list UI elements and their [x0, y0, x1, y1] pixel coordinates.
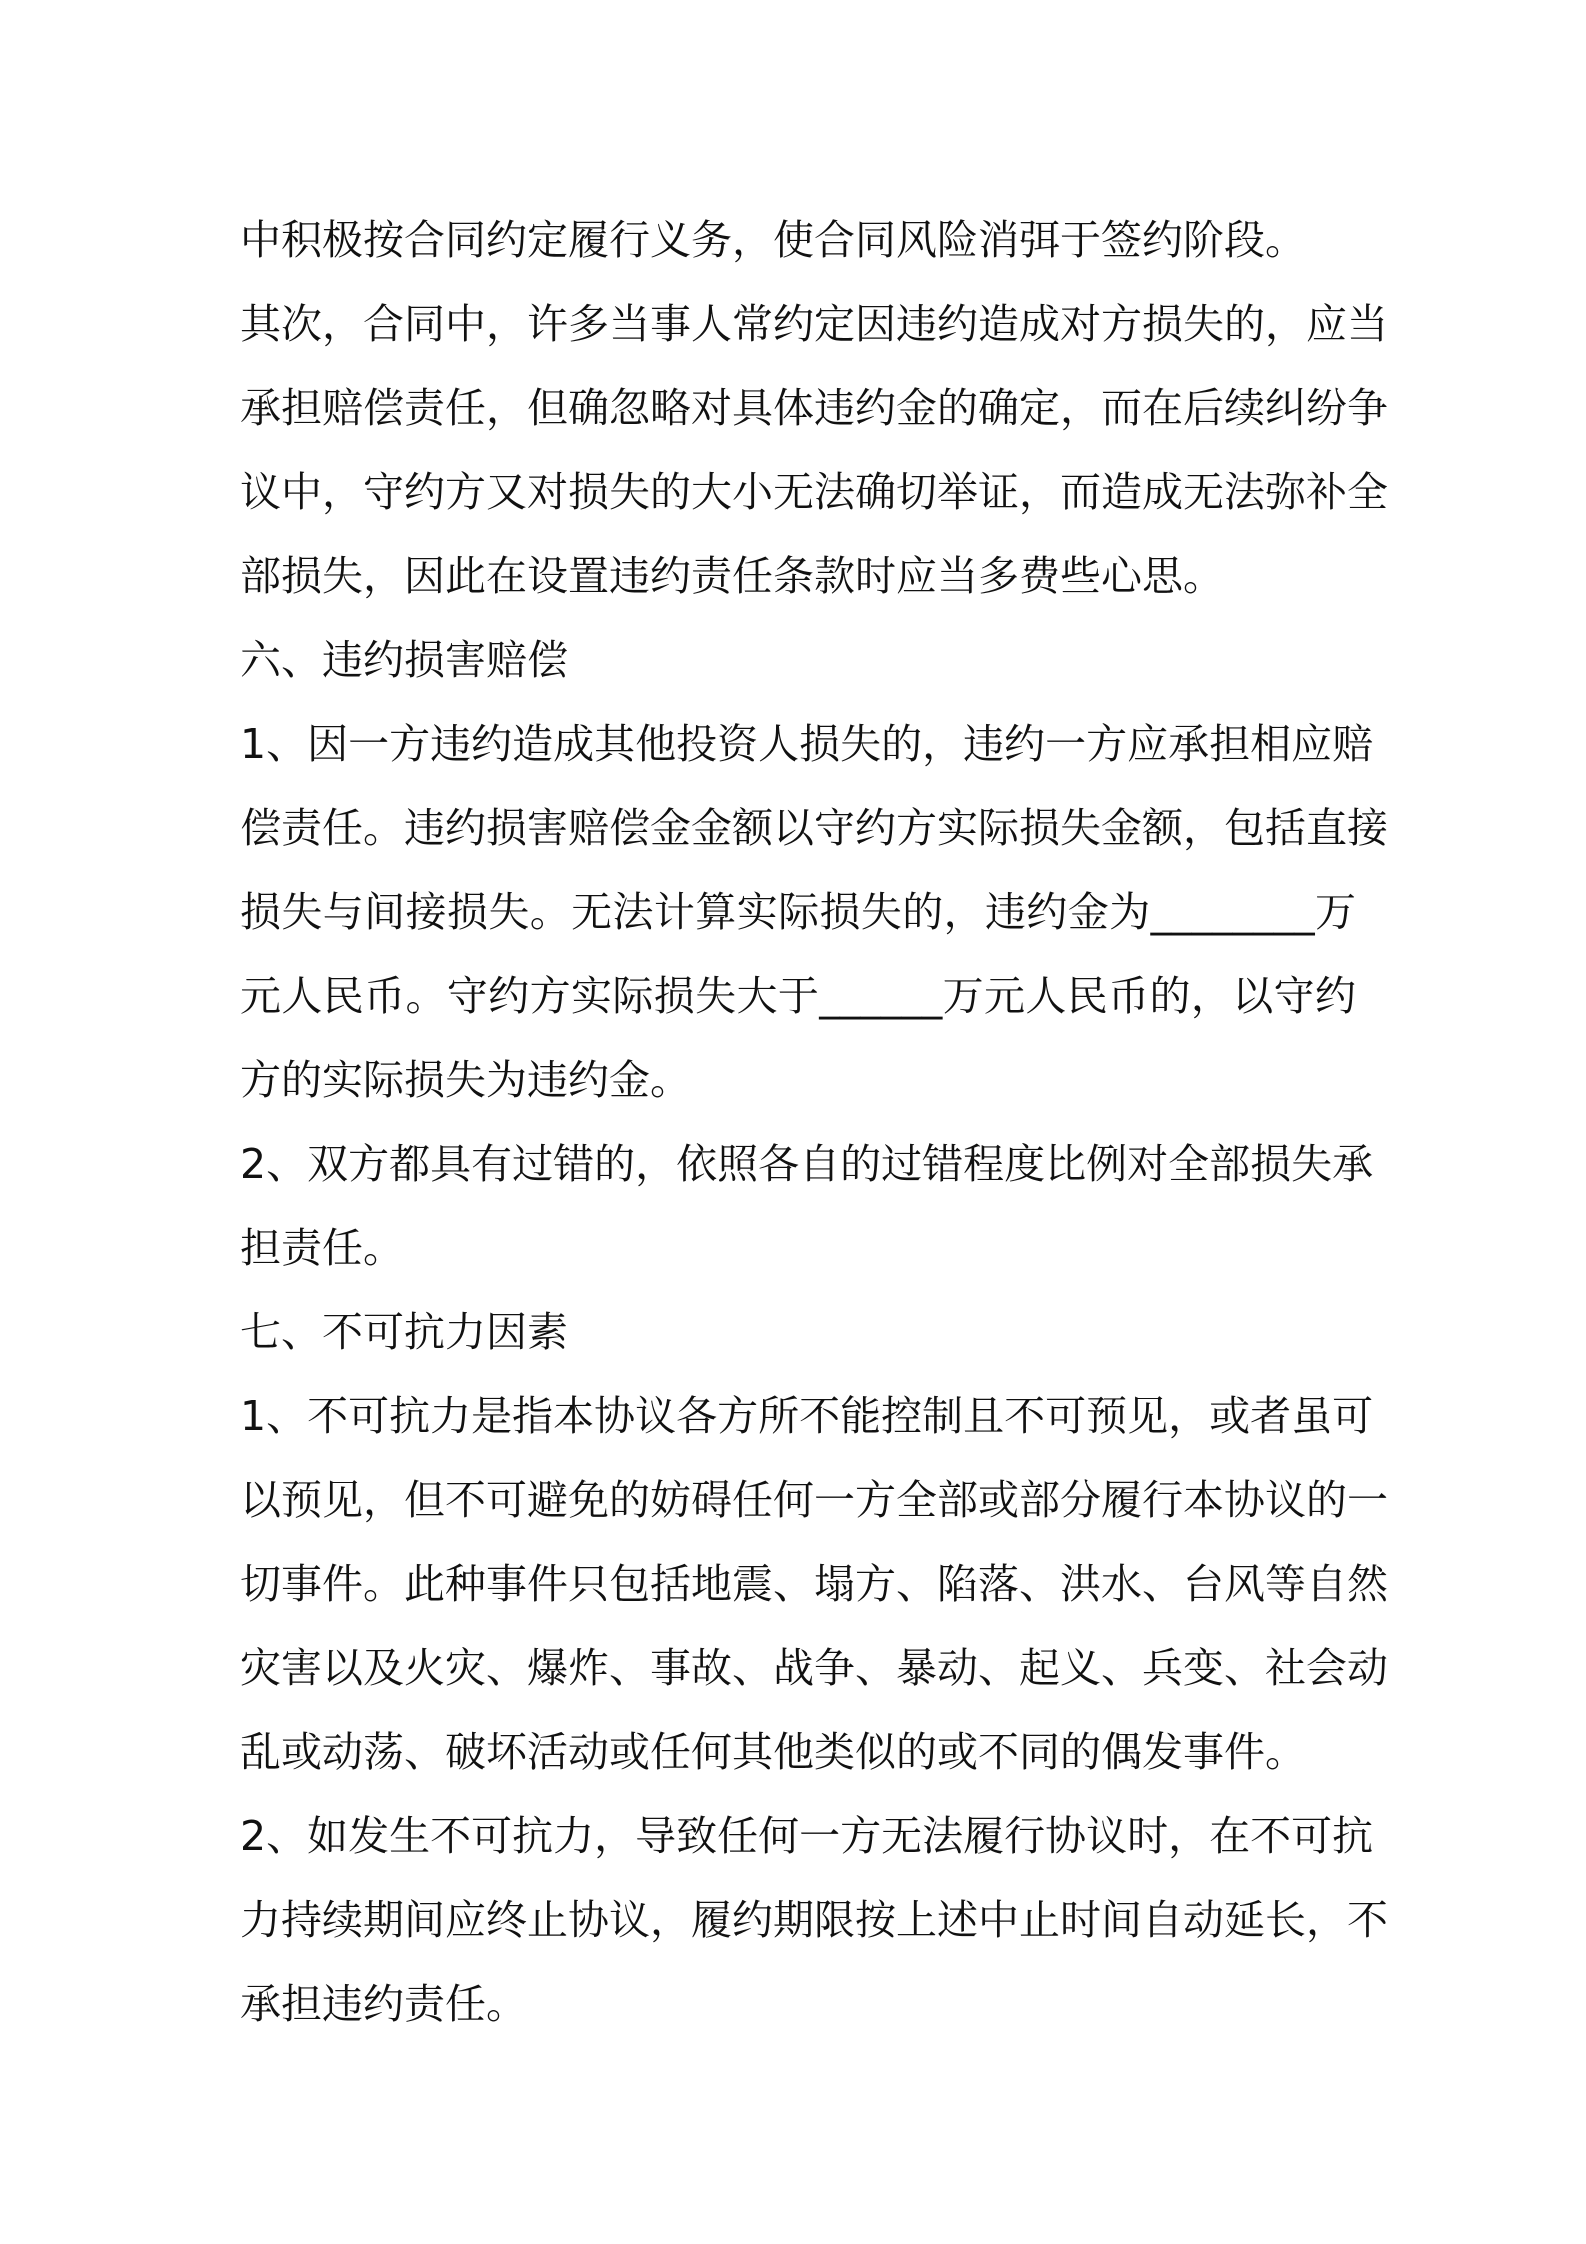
text-line: 以预见，但不可避免的妨碍任何一方全部或部分履行本协议的一 — [240, 1476, 1388, 1524]
text-line: 元人民币。守约方实际损失大于______万元人民币的，以守约 — [240, 972, 1356, 1020]
text-line: 力持续期间应终止协议，履约期限按上述中止时间自动延长，不 — [240, 1896, 1388, 1944]
text-line: 偿责任。违约损害赔偿金金额以守约方实际损失金额，包括直接 — [240, 804, 1388, 852]
text-line: 方的实际损失为违约金。 — [240, 1056, 691, 1104]
text-line: 担责任。 — [240, 1224, 404, 1272]
text-line: 乱或动荡、破坏活动或任何其他类似的或不同的偶发事件。 — [240, 1728, 1306, 1776]
section-heading: 六、违约损害赔偿 — [240, 636, 568, 684]
text-line: 议中，守约方又对损失的大小无法确切举证，而造成无法弥补全 — [240, 468, 1388, 516]
text-line: 承担违约责任。 — [240, 1980, 527, 2028]
text-line: 部损失，因此在设置违约责任条款时应当多费些心思。 — [240, 552, 1224, 600]
text-line: 承担赔偿责任，但确忽略对具体违约金的确定，而在后续纠纷争 — [240, 384, 1388, 432]
text-line: 切事件。此种事件只包括地震、塌方、陷落、洪水、台风等自然 — [240, 1560, 1388, 1608]
section-heading: 七、不可抗力因素 — [240, 1308, 568, 1356]
text-line: 损失与间接损失。无法计算实际损失的，违约金为________万 — [240, 888, 1356, 936]
text-line: 1、因一方违约造成其他投资人损失的，违约一方应承担相应赔 — [240, 720, 1374, 768]
text-line: 其次，合同中，许多当事人常约定因违约造成对方损失的，应当 — [240, 300, 1388, 348]
text-line: 2、如发生不可抗力，导致任何一方无法履行协议时，在不可抗 — [240, 1812, 1374, 1860]
text-line: 中积极按合同约定履行义务，使合同风险消弭于签约阶段。 — [240, 216, 1306, 264]
text-line: 2、双方都具有过错的，依照各自的过错程度比例对全部损失承 — [240, 1140, 1374, 1188]
text-line: 1、不可抗力是指本协议各方所不能控制且不可预见，或者虽可 — [240, 1392, 1374, 1440]
text-line: 灾害以及火灾、爆炸、事故、战争、暴动、起义、兵变、社会动 — [240, 1644, 1388, 1692]
